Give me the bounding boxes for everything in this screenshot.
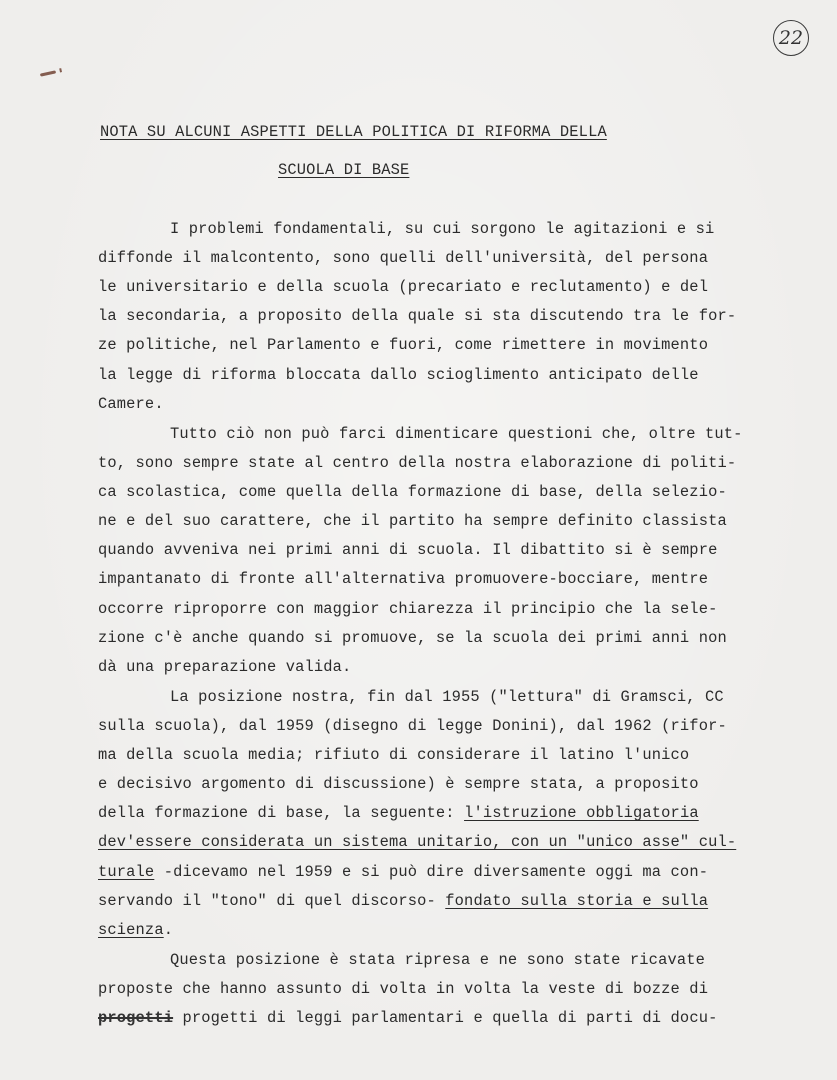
body-line: la legge di riforma bloccata dallo scioglimento anticipato delle xyxy=(98,366,699,384)
body-line: Questa posizione è stata ripresa e ne sono state ricavate xyxy=(170,951,705,969)
body-line-mixed xyxy=(98,804,699,822)
body-line: sulla scuola), dal 1959 (disegno di legge Donini), dal 1962 (rifor- xyxy=(98,717,727,735)
body-line: to, sono sempre state al centro della nostra elaborazione di politi- xyxy=(98,454,737,472)
underlined-text: l'istruzione obbligatoria xyxy=(464,804,699,822)
body-line: ze politiche, nel Parlamento e fuori, come rimettere in movimento xyxy=(98,336,709,354)
underlined-text: scienza xyxy=(98,921,164,939)
underlined-text: turale xyxy=(98,863,155,881)
plain-text: -dicevamo nel 1959 e si può dire diversamente oggi ma con- xyxy=(154,863,709,881)
body-line-mixed xyxy=(98,863,708,881)
body-line-mixed xyxy=(98,833,736,851)
body-line: proposte che hanno assunto di volta in volta la veste di bozze di xyxy=(98,980,709,998)
body-line: diffonde il malcontento, sono quelli dell'università, del persona xyxy=(98,249,709,267)
underlined-text: dev'essere considerata un sistema unitario, con un "unico asse" cul- xyxy=(98,833,737,851)
body-line: quando avveniva nei primi anni di scuola. Il dibattito si è sempre xyxy=(98,541,718,559)
body-line: Camere. xyxy=(98,395,164,413)
title-line-1: NOTA SU ALCUNI ASPETTI DELLA POLITICA DI RIFORMA DELLA xyxy=(100,123,607,141)
body-line: occorre riproporre con maggior chiarezza il principio che la sele- xyxy=(98,600,718,618)
body-line: la secondaria, a proposito della quale si sta discutendo tra le for- xyxy=(98,307,737,325)
body-line: zione c'è anche quando si promuove, se la scuola dei primi anni non xyxy=(98,629,727,647)
pen-mark xyxy=(40,70,56,76)
title-line-2: SCUOLA DI BASE xyxy=(278,161,410,179)
body-line: ma della scuola media; rifiuto di considerare il latino l'unico xyxy=(98,746,690,764)
body-line-mixed xyxy=(98,921,173,939)
struck-out-word: progetti xyxy=(98,1009,174,1027)
plain-text: della formazione di base, la seguente: xyxy=(98,804,465,822)
underlined-text: fondato sulla storia e sulla xyxy=(445,892,709,910)
body-line: I problemi fondamentali, su cui sorgono le agitazioni e si xyxy=(170,220,715,238)
body-line: Tutto ciò non può farci dimenticare questioni che, oltre tut- xyxy=(170,425,743,443)
page-number-circle: 22 xyxy=(773,20,809,56)
plain-text: . xyxy=(163,921,174,939)
body-line-mixed xyxy=(98,1009,717,1027)
plain-text: servando il "tono" di quel discorso- xyxy=(98,892,446,910)
plain-text: progetti di leggi parlamentari e quella di parti di docu- xyxy=(173,1009,718,1027)
body-line: La posizione nostra, fin dal 1955 ("lettura" di Gramsci, CC xyxy=(170,688,724,706)
body-line-mixed xyxy=(98,892,708,910)
body-line: dà una preparazione valida. xyxy=(98,658,352,676)
body-line: impantanato di fronte all'alternativa promuovere-bocciare, mentre xyxy=(98,570,709,588)
body-line: ca scolastica, come quella della formazione di base, della selezio- xyxy=(98,483,727,501)
body-line: e decisivo argomento di discussione) è sempre stata, a proposito xyxy=(98,775,699,793)
body-line: ne e del suo carattere, che il partito ha sempre definito classista xyxy=(98,512,727,530)
body-line: le universitario e della scuola (precariato e reclutamento) e del xyxy=(98,278,709,296)
